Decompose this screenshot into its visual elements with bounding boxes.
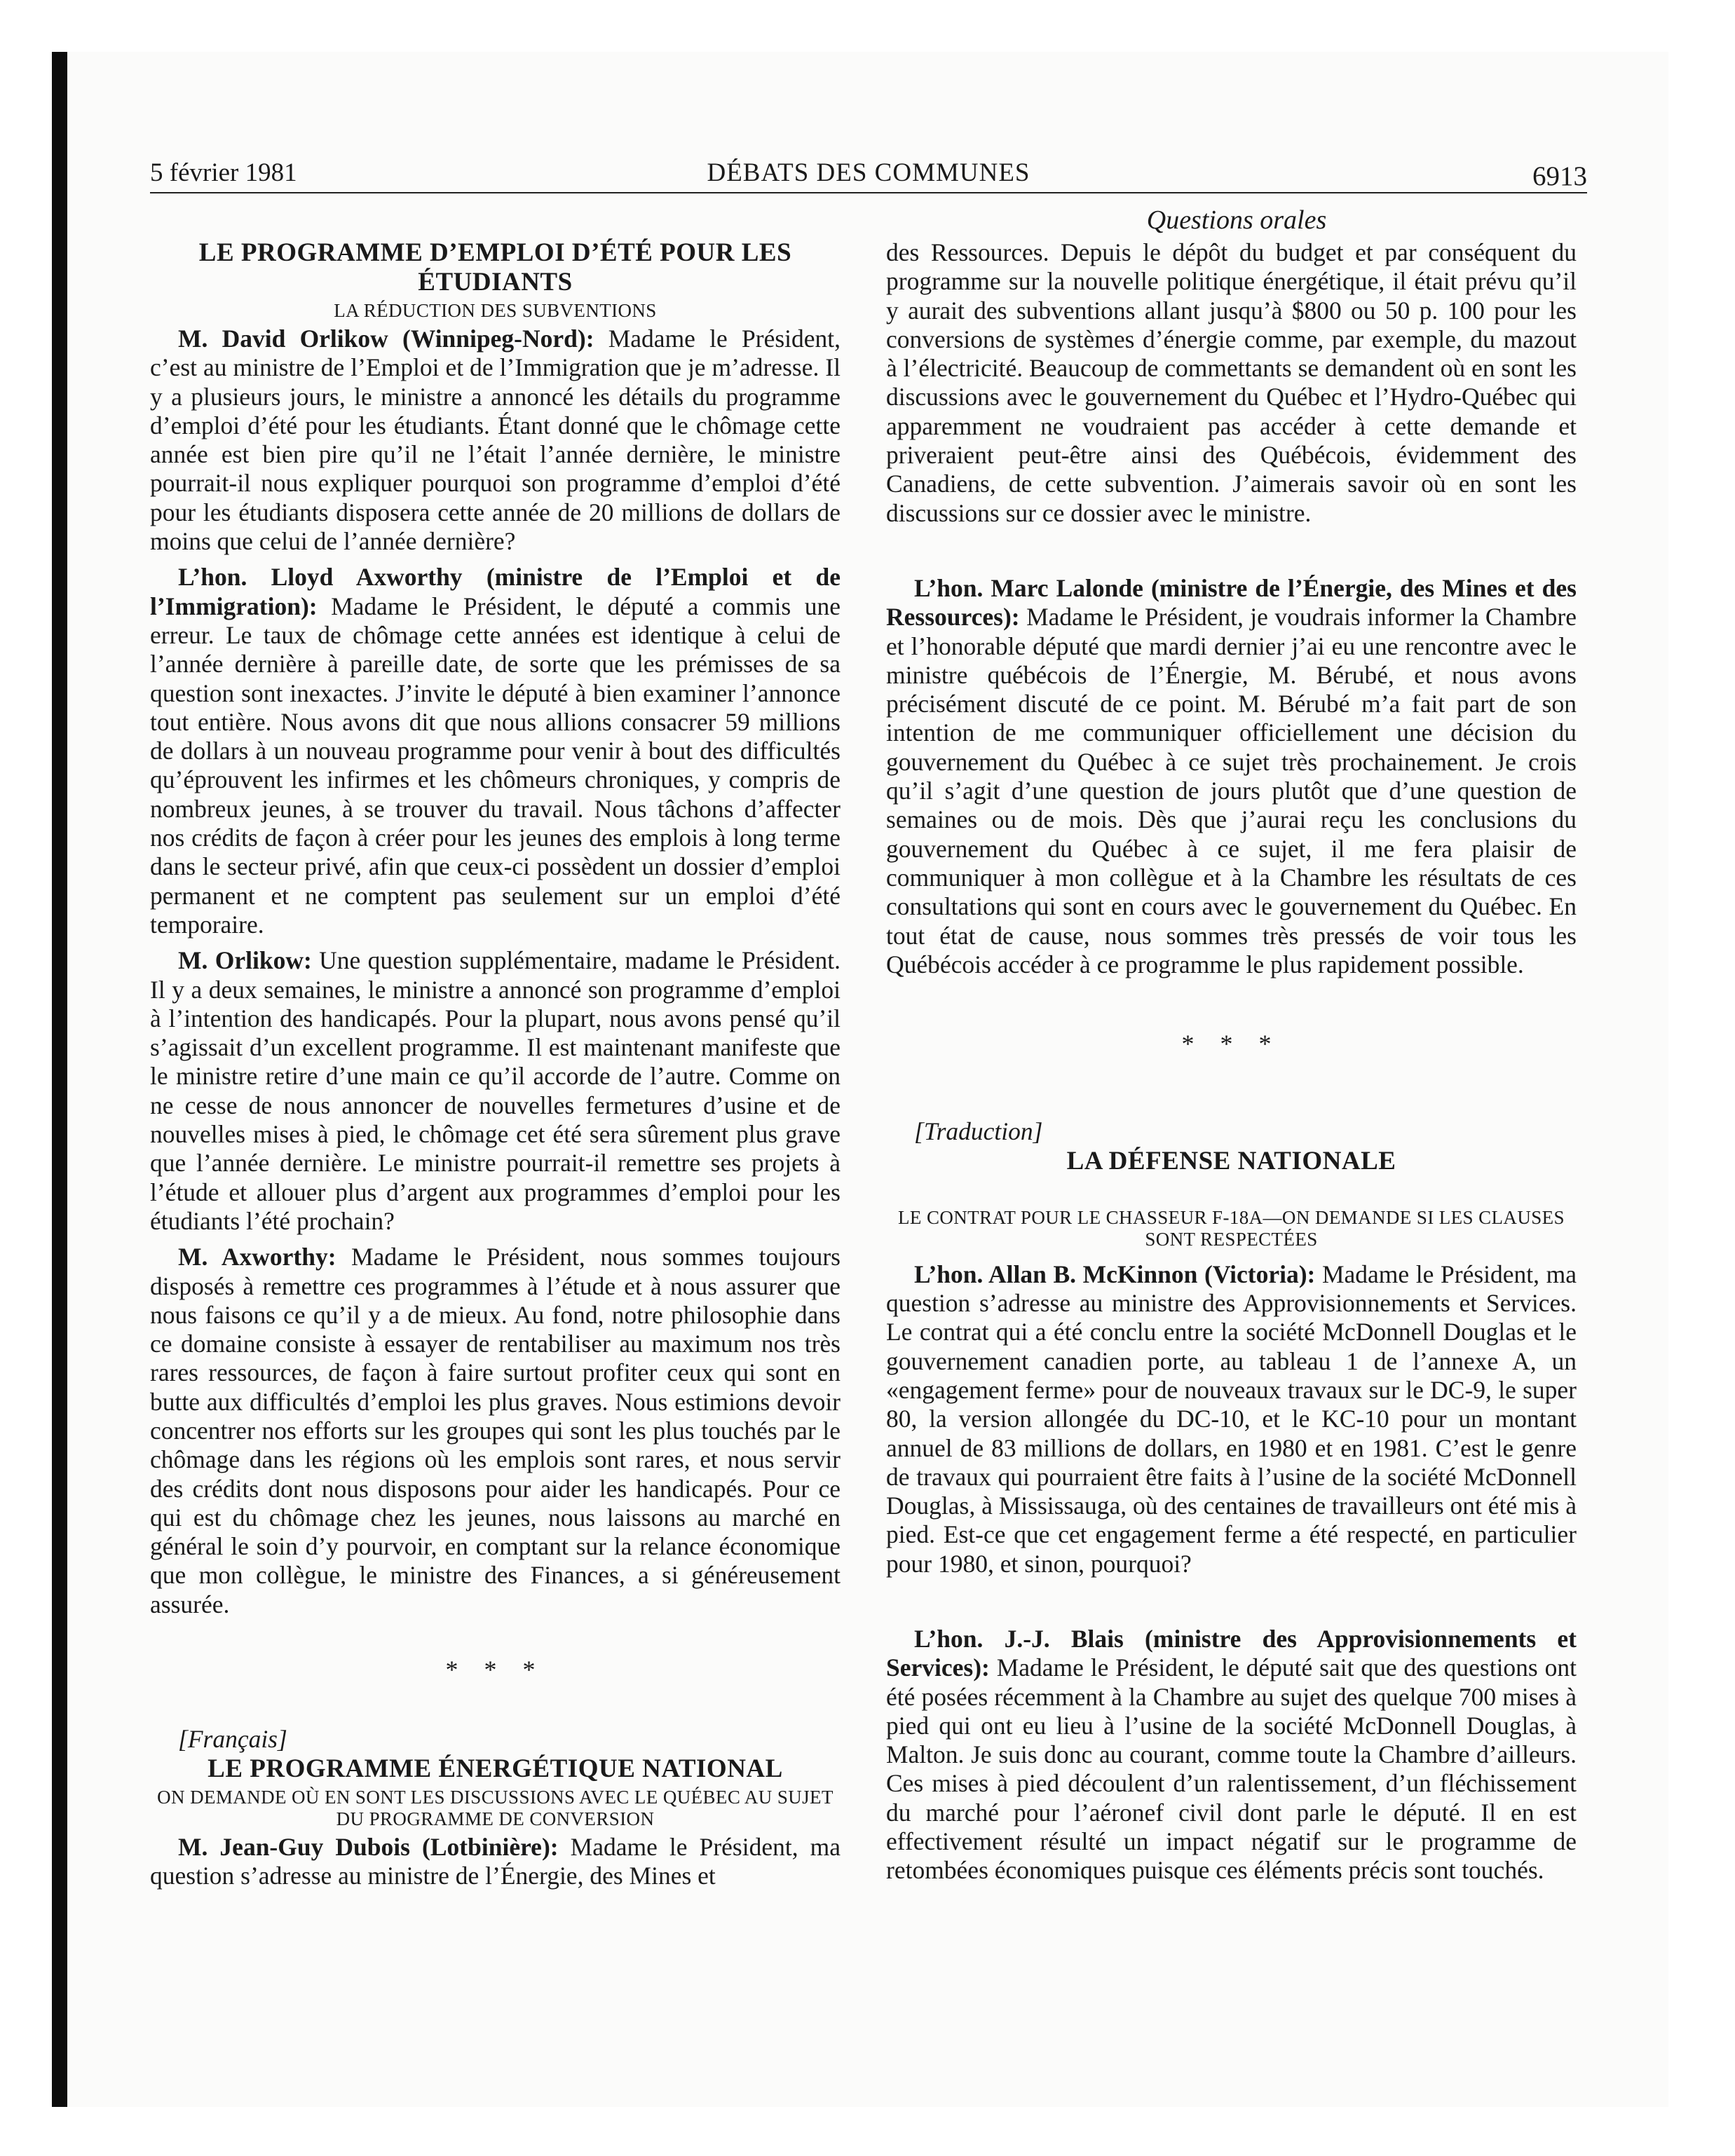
language-tag: [Français]	[178, 1725, 287, 1754]
header-title: DÉBATS DES COMMUNES	[707, 158, 1030, 187]
paragraph-orlikow-2	[150, 946, 841, 1236]
right-column	[886, 238, 1577, 1885]
speech-text: Madame le Président, le député sait que des questions ont été posées récemment à la Chambre au sujet des quelque 700 mises à pied qui ont eu lieu à l’usine de la société McDonnell Douglas, à Malton. Je suis donc au courant, comme toute la Chambre d’ailleurs. Ces mises à pied découlent d’un ralentissement, d’un fléchissement du marché pour l’aéronef civil dont parle le député. Il en est effectivement résulté un impact négatif sur le programme de retombées économiques puisque ces éléments précis sont touchés.	[886, 1653, 1577, 1885]
paragraph-dubois-continued: des Ressources. Depuis le dépôt du budget et par conséquent du programme sur la nouvelle politique énergétique, il était prévu qu’il y aurait des subventions allant jusqu’à $800 ou 50 p. 100 pour les conversions de systèmes d’énergie comme, par exemple, du mazout à l’électricité. Beaucoup de commettants se demandent où en sont les discussions avec le gouvernement du Québec et l’Hydro-Québec qui apparemment ne voudraient pas accéder à cette demande et priveraient peut-être ainsi des Québécois, évidemment des Canadiens, de cette subvention. J’aimerais savoir où en sont les discussions sur ce dossier avec le ministre.	[886, 238, 1577, 527]
speech-text: Madame le Président, ma question s’adresse au ministre des Approvisionnements et Services. Le contrat qui a été conclu entre la société McDonnell Douglas et le gouvernement canadien porte, au tableau 1 de l’annexe A, un «engagement ferme» pour de nouveaux travaux sur le DC-9, le super 80, la version allongée du DC-10, et le KC-10 pour un montant annuel de 83 millions de dollars, en 1980 et en 1981. C’est le genre de travaux qui pourraient être faits à l’usine de la société McDonnell Douglas, à Mississauga, où des centaines de travailleurs ont été mis à pied. Est-ce que cet engagement ferme a été respecté, en particulier pour 1980, et sinon, pourquoi?	[886, 1260, 1577, 1578]
speaker-name: L’hon. Marc Lalonde (ministre de l’Énergie, des Mines et des Ressources):	[886, 573, 1577, 632]
section-separator: * * *	[1181, 1030, 1281, 1058]
speech-text: Madame le Président, le député a commis une erreur. Le taux de chômage cette années est identique à celui de l’année dernière à pareille date, de sorte que les prémisses de sa question sont inexactes. J’invite le député à bien examiner l’annonce tout entière. Nous avons dit que nous allions consacrer 59 millions de dollars à un nouveau programme pour venir à bout des difficultés qu’éprouvent les infirmes et les chômeurs chroniques, y compris de nombreux jeunes, à se trouver du travail. Nous tâchons d’affecter nos crédits de façon à créer pour les jeunes des emplois à long terme dans le secteur privé, afin que ceux-ci possèdent un dossier d’emploi permanent et ne comptent pas seulement sur un emploi d’été temporaire.	[150, 592, 841, 939]
section-subtitle-conversion: ON DEMANDE OÙ EN SONT LES DISCUSSIONS AVEC LE QUÉBEC AU SUJET DU PROGRAMME DE CONVERSION	[157, 1786, 834, 1829]
left-column	[150, 238, 841, 1890]
section-title-summer-jobs: LE PROGRAMME D’EMPLOI D’ÉTÉ POUR LES ÉTUDIANTS	[198, 238, 792, 296]
section-title-defence: LA DÉFENSE NATIONALE	[1066, 1146, 1396, 1175]
section-title-energy: LE PROGRAMME ÉNERGÉTIQUE NATIONAL	[207, 1754, 783, 1783]
speaker-name: M. Axworthy:	[178, 1243, 336, 1271]
speech-text: Madame le Président, c’est au ministre de l’Emploi et de l’Immigration que je m’adresse. Il y a plusieurs jours, le ministre a annoncé les détails du programme d’emploi d’été pour les étudiants. Étant donné que le chômage cette année est bien pire qu’il ne l’était l’année dernière, le ministre pourrait-il nous expliquer pourquoi son programme d’emploi d’été pour les étudiants disposera cette année de 20 millions de dollars de moins que celui de l’année dernière?	[150, 325, 841, 556]
section-separator: * * *	[445, 1656, 545, 1684]
speech-text: Madame le Président, nous sommes toujours disposés à remettre ces programmes à l’étude et à nous assurer que nous faisons ce qu’il y a de mieux. Au fond, notre philosophie dans ce domaine consiste à essayer de rentabiliser au maximum nos très rares ressources, de façon à faire surtout profiter ceux qui sont en butte aux difficultés d’emploi les plus graves. Nous estimions devoir concentrer nos efforts sur les groupes qui sont les plus touchés par le chômage dans les régions où les emplois sont rares, et nous servir des crédits dont nous disposons pour aider les handicapés. Pour ce qui est du chômage chez les jeunes, nous laissons au marché en général le soin d’y pourvoir, en comptant sur la relance économique que mon collègue, le ministre des Finances, a si généreusement assurée.	[150, 1243, 841, 1618]
header-date: 5 février 1981	[150, 158, 297, 187]
section-subtitle-subsidies: LA RÉDUCTION DES SUBVENTIONS	[334, 300, 657, 321]
speech-text: Une question supplémentaire, madame le Président. Il y a deux semaines, le ministre a annoncé son programme d’emploi à l’intention des handicapés. Pour la plupart, nous avons pensé qu’il s’agissait d’un excellent programme. Il est maintenant manifeste que le ministre retire d’une main ce qu’il accorde de l’autre. Comme on ne cesse de nous annoncer de nouvelles fermetures d’usine et de nouvelles mises à pied, le chômage cet été sera sûrement plus grave que l’année dernière. Le ministre pourrait-il remettre ses projets à l’étude et allouer plus d’argent aux programmes d’emploi pour les étudiants l’été prochain?	[150, 946, 841, 1235]
section-subtitle-f18a: LE CONTRAT POUR LE CHASSEUR F-18A—ON DEMANDE SI LES CLAUSES SONT RESPECTÉES	[898, 1206, 1565, 1250]
speech-text: Madame le Président, je voudrais informer la Chambre et l’honorable député que mardi dernier j’ai eu une rencontre avec le ministre québécois de l’Énergie, M. Bérubé, et nous avons précisément discuté de ce point. M. Bérubé m’a fait part de son intention de me communiquer officiellement une décision du gouvernement du Québec à ce sujet très prochainement. Je crois qu’il s’agit d’une question de jours plutôt que d’une question de semaines ou de mois. Dès que j’aurai reçu les conclusions du gouvernement du Québec à ce sujet, il me fera plaisir de communiquer à mon collègue et à la Chambre les résultats de ces consultations qui sont en cours avec le gouvernement du Québec. En tout état de cause, nous sommes très pressés de voir tous les Québécois accéder à ce programme le plus rapidement possible.	[886, 603, 1577, 978]
page-header	[150, 156, 1587, 193]
running-head: Questions orales	[1146, 205, 1327, 235]
speaker-name: L’hon. Lloyd Axworthy (ministre de l’Emploi et de l’Immigration):	[150, 563, 841, 620]
paragraph-lalonde	[886, 574, 1577, 979]
page-number: 6913	[1532, 161, 1587, 191]
hansard-page	[150, 0, 1587, 2156]
paragraph-axworthy-1	[150, 563, 841, 939]
speaker-name: M. Jean-Guy Dubois (Lotbinière):	[178, 1832, 559, 1861]
language-tag: [Traduction]	[914, 1117, 1043, 1146]
speaker-name: M. David Orlikow (Winnipeg-Nord):	[178, 325, 594, 353]
paragraph-dubois	[150, 1833, 841, 1891]
paragraph-orlikow-1	[150, 325, 841, 556]
speaker-name: M. Orlikow:	[178, 946, 312, 975]
speaker-name: L’hon. J.-J. Blais (ministre des Approvisionnements et Services):	[886, 1624, 1577, 1682]
paragraph-mckinnon	[886, 1260, 1577, 1578]
speaker-name: L’hon. Allan B. McKinnon (Victoria):	[914, 1260, 1316, 1288]
paragraph-blais	[886, 1625, 1577, 1885]
paragraph-axworthy-2	[150, 1243, 841, 1619]
speech-text: Madame le Président, ma question s’adresse au ministre de l’Énergie, des Mines et	[150, 1832, 841, 1890]
binding-edge	[52, 52, 67, 2107]
